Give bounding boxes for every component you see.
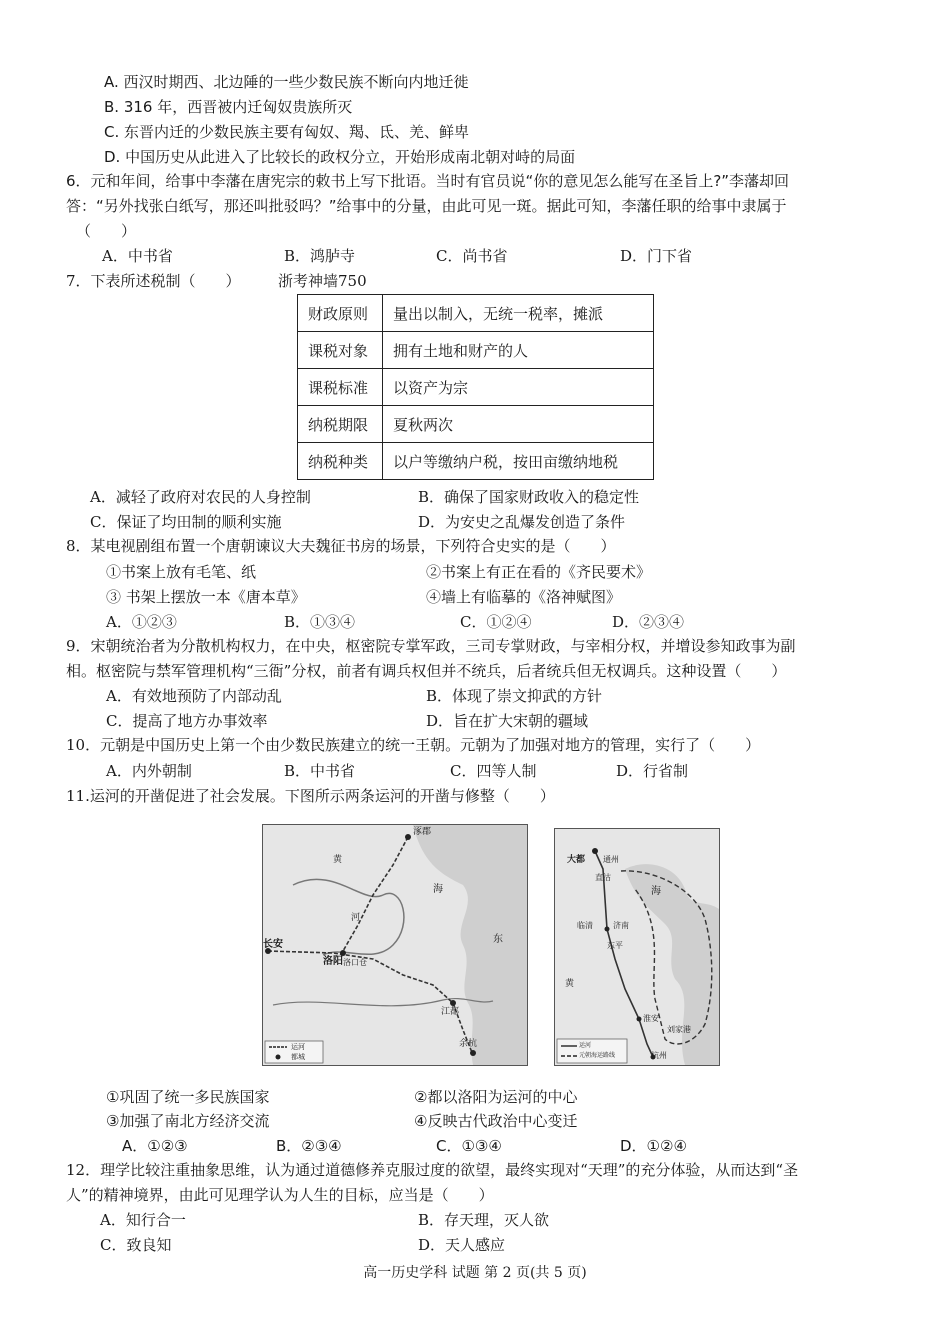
q5-option-b: B. 316 年，西晋被内迁匈奴贵族所灭 [104, 98, 353, 116]
table-cell: 纳税期限 [298, 406, 383, 443]
q10-option-d: D．行省制 [616, 762, 689, 780]
table-cell: 课税标准 [298, 369, 383, 406]
sui-canal-map-drawing [263, 825, 527, 1065]
city-marker [405, 834, 411, 840]
q8-option-a: A．①②③ [106, 613, 177, 631]
q11-item-2: ②都以洛阳为运河的中心 [414, 1088, 578, 1106]
map-label: 刘家港 [667, 1025, 691, 1034]
q11-option-c: C．①③④ [436, 1137, 502, 1155]
table-cell: 以资产为宗 [383, 369, 654, 406]
q6-option-c: C．尚书省 [436, 247, 508, 265]
table-row [298, 406, 654, 443]
map-label: 济南 [613, 921, 629, 930]
q8-stem: 8．某电视剧组布置一个唐朝谏议大夫魏征书房的场景，下列符合史实的是（ ） [66, 537, 616, 555]
map-label: 通州 [603, 855, 619, 864]
q8-item-2: ②书案上有正在看的《齐民要术》 [426, 563, 652, 581]
q12-stem-line1: 12．理学比较注重抽象思维，认为通过道德修养克服过度的欲望，最终实现对“天理”的充分体验，从而达到“圣 [66, 1161, 799, 1179]
map-label: 黄 [333, 855, 343, 865]
q7-option-d: D．为安史之乱爆发创造了条件 [418, 513, 626, 531]
q11-item-3: ③加强了南北方经济交流 [106, 1112, 270, 1130]
q8-item-1: ①书案上放有毛笔、纸 [106, 563, 257, 581]
q5-option-d: D. 中国历史从此进入了比较长的政权分立，开始形成南北朝对峙的局面 [104, 148, 576, 166]
q11-option-a: A．①②③ [122, 1137, 188, 1155]
legend-label: 运河 [579, 1042, 592, 1049]
map-label: 杭州 [651, 1051, 667, 1060]
legend-label: 元朝海运路线 [579, 1052, 616, 1059]
q12-option-b: B．存天理，灭人欲 [418, 1211, 550, 1229]
sui-canal-map [262, 824, 528, 1066]
q5-option-c: C. 东晋内迁的少数民族主要有匈奴、羯、氐、羌、鲜卑 [104, 123, 470, 141]
q6-stem-line1: 6．元和年间，给事中李藩在唐宪宗的敕书上写下批语。当时有官员说“你的意见怎么能写在圣旨上?”李藩却回 [66, 172, 790, 190]
table-cell: 以户等缴纳户税，按田亩缴纳地税 [383, 443, 654, 480]
map-label: 长安 [263, 939, 283, 950]
map-label: 海 [651, 886, 661, 897]
tax-table [297, 294, 654, 480]
q7-option-c: C．保证了均田制的顺利实施 [90, 513, 282, 531]
table-cell: 量出以制入，无统一税率，摊派 [383, 295, 654, 332]
q6-stem-line3: （ ） [76, 222, 137, 240]
map-label: 江都 [441, 1007, 460, 1017]
q11-stem: 11.运河的开凿促进了社会发展。下图所示两条运河的开凿与修整（ ） [66, 787, 555, 805]
q9-stem-line2: 相。枢密院与禁军管理机构“三衙”分权，前者有调兵权但并不统兵，后者统兵但无权调兵。这种设置（ ） [66, 662, 787, 680]
map-label: 海 [433, 884, 443, 895]
table-row [298, 369, 654, 406]
map-label: 洛阳 [323, 956, 343, 967]
city-marker [637, 1017, 642, 1022]
map-label: 大都 [567, 855, 586, 865]
q6-stem-line2: 答：“另外找张白纸写，那还叫批驳吗？”给事中的分量，由此可见一斑。据此可知，李藩任职的给事中隶属于 [66, 197, 787, 215]
legend-label: 都城 [291, 1053, 305, 1061]
table-cell: 夏秋两次 [383, 406, 654, 443]
table-cell: 财政原则 [298, 295, 383, 332]
city-marker [450, 1000, 456, 1006]
map-label: 洛口仓 [343, 958, 367, 967]
city-marker [605, 927, 610, 932]
q11-item-1: ①巩固了统一多民族国家 [106, 1088, 270, 1106]
map-label: 河 [351, 913, 361, 923]
q9-option-b: B．体现了崇文抑武的方针 [426, 687, 603, 705]
q10-option-c: C．四等人制 [450, 762, 537, 780]
q12-option-c: C．致良知 [100, 1236, 172, 1254]
q9-option-d: D．旨在扩大宋朝的疆域 [426, 712, 589, 730]
q12-stem-line2: 人”的精神境界，由此可见理学认为人生的目标，应当是（ ） [66, 1186, 494, 1204]
q7-stem: 7．下表所述税制（ ） [66, 272, 241, 290]
table-cell: 纳税种类 [298, 443, 383, 480]
q8-item-4: ④墙上有临摹的《洛神赋图》 [426, 588, 622, 606]
map-label: 东 [493, 934, 503, 945]
table-cell: 课税对象 [298, 332, 383, 369]
map-label: 余杭 [459, 1039, 478, 1049]
q9-option-c: C．提高了地方办事效率 [106, 712, 268, 730]
legend-label: 运河 [291, 1043, 305, 1051]
q12-option-d: D．天人感应 [418, 1236, 506, 1254]
q9-stem-line1: 9．宋朝统治者为分散机构权力，在中央，枢密院专掌军政，三司专掌财政，与宰相分权，并增设参知政事为副 [66, 637, 796, 655]
q10-stem: 10．元朝是中国历史上第一个由少数民族建立的统一王朝。元朝为了加强对地方的管理，实行了（ ） [66, 736, 761, 754]
city-marker [592, 848, 598, 854]
table-row [298, 443, 654, 480]
city-marker [470, 1050, 476, 1056]
q7-note: 浙考神墙750 [278, 272, 367, 290]
q10-option-b: B．中书省 [284, 762, 356, 780]
q6-option-d: D．门下省 [620, 247, 693, 265]
map-label: 黄 [565, 979, 575, 989]
page-footer: 高一历史学科 试题 第 2 页(共 5 页) [363, 1265, 587, 1281]
table-cell: 拥有土地和财产的人 [383, 332, 654, 369]
q11-item-4: ④反映古代政治中心变迁 [414, 1112, 578, 1130]
q11-option-b: B．②③④ [276, 1137, 342, 1155]
q6-option-a: A．中书省 [102, 247, 173, 265]
q8-item-3: ③ 书架上摆放一本《唐本草》 [106, 588, 306, 606]
map-label: 临清 [577, 921, 593, 930]
q5-option-a: A. 西汉时期西、北边陲的一些少数民族不断向内地迁徙 [104, 73, 469, 91]
q6-option-b: B．鸿胪寺 [284, 247, 356, 265]
table-row [298, 332, 654, 369]
map-label: 东平 [607, 941, 623, 950]
q8-option-c: C．①②④ [460, 613, 532, 631]
q9-option-a: A．有效地预防了内部动乱 [106, 687, 282, 705]
yuan-canal-map [554, 828, 720, 1066]
q8-option-d: D．②③④ [612, 613, 685, 631]
table-row [298, 295, 654, 332]
q12-option-a: A．知行合一 [100, 1211, 186, 1229]
map-label: 直沽 [595, 873, 611, 882]
q7-option-b: B．确保了国家财政收入的稳定性 [418, 488, 640, 506]
q11-option-d: D．①②④ [620, 1137, 687, 1155]
q8-option-b: B．①③④ [284, 613, 356, 631]
map-label: 涿郡 [413, 827, 432, 837]
map-label: 淮安 [643, 1014, 659, 1023]
q7-option-a: A．减轻了政府对农民的人身控制 [90, 488, 311, 506]
q10-option-a: A．内外朝制 [106, 762, 192, 780]
